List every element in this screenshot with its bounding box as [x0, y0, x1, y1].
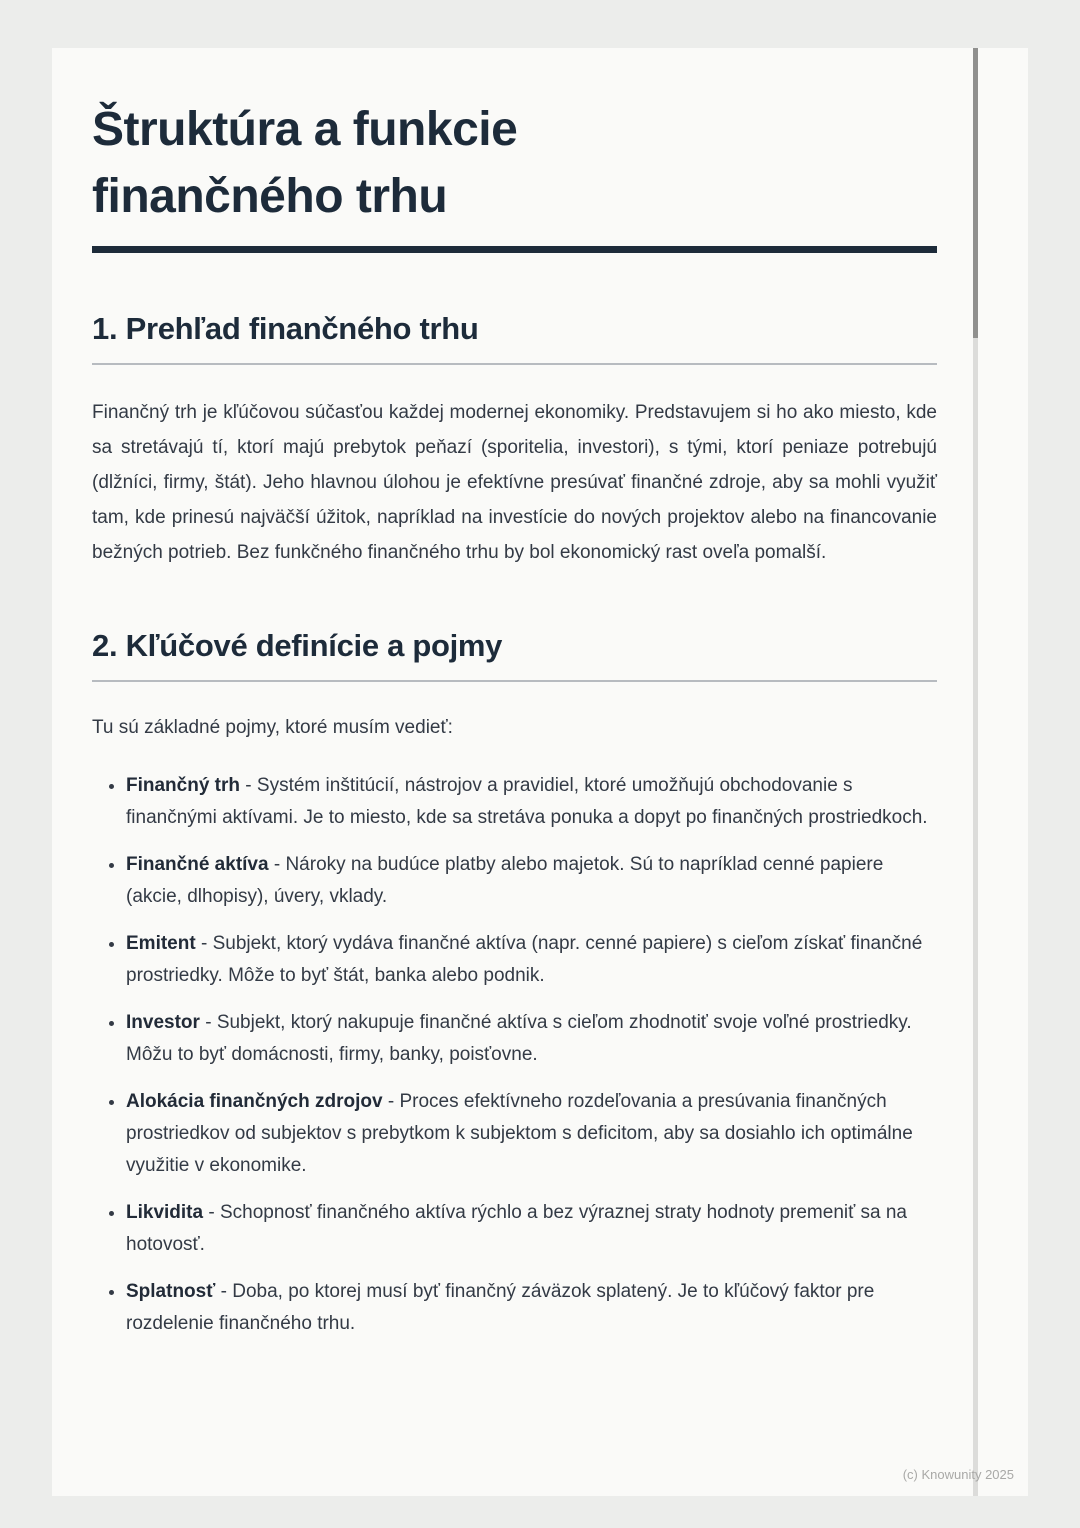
term-separator: - — [268, 854, 286, 875]
term-label: Finančný trh — [126, 775, 241, 796]
term-definition: Proces efektívneho rozdeľovania a presúvania finančných prostriedkov od subjektov s prebytkom k subjektom s deficitom, aby sa dosiahlo ich optimálne využitie v ekonomike. — [126, 1091, 913, 1176]
page-title — [92, 96, 937, 230]
list-item-financne-aktiva — [126, 849, 937, 913]
heading-divider — [92, 363, 937, 365]
page-title-line-1: Štruktúra a funkcie — [92, 103, 518, 156]
list-item-investor — [126, 1007, 937, 1071]
term-label: Emitent — [126, 933, 196, 954]
term-label: Splatnosť — [126, 1281, 216, 1302]
definitions-intro: Tu sú základné pojmy, ktoré musím vedieť: — [92, 717, 453, 738]
term-label: Likvidita — [126, 1202, 204, 1223]
list-item-financny-trh — [126, 770, 937, 834]
section-heading-definitions: 2. Kľúčové definície a pojmy — [92, 628, 503, 663]
term-separator: - — [199, 1012, 217, 1033]
title-divider — [92, 246, 937, 253]
term-separator: - — [203, 1202, 220, 1223]
section-overview — [92, 311, 937, 570]
term-separator: - — [195, 933, 213, 954]
page-content — [92, 96, 937, 1355]
heading-divider — [92, 680, 937, 682]
copyright-watermark: (c) Knowunity 2025 — [902, 1467, 1014, 1482]
term-label: Finančné aktíva — [126, 854, 269, 875]
term-separator: - — [215, 1281, 233, 1302]
term-definition: Subjekt, ktorý vydáva finančné aktíva (napr. cenné papiere) s cieľom získať finančné prostriedky. Môže to byť štát, banka alebo podnik. — [126, 933, 923, 986]
list-item-alokacia — [126, 1086, 937, 1182]
list-item-likvidita — [126, 1197, 937, 1261]
term-definition: Nároky na budúce platby alebo majetok. Sú to napríklad cenné papiere (akcie, dlhopisy), úvery, vklady. — [126, 854, 884, 907]
section-definitions — [92, 628, 937, 1340]
document-page — [52, 48, 1028, 1496]
list-item-emitent — [126, 928, 937, 992]
term-definition: Systém inštitúcií, nástrojov a pravidiel, ktoré umožňujú obchodovanie s finančnými aktívami. Je to miesto, kde sa stretáva ponuka a dopyt po finančných prostriedkoch. — [126, 775, 928, 828]
term-separator: - — [240, 775, 257, 796]
page-title-line-2: finančného trhu — [92, 170, 448, 223]
term-definition: Doba, po ktorej musí byť finančný záväzok splatený. Je to kľúčový faktor pre rozdelenie finančného trhu. — [126, 1281, 875, 1334]
term-definition: Schopnosť finančného aktíva rýchlo a bez výraznej straty hodnoty premeniť sa na hotovosť. — [126, 1202, 907, 1255]
scrollbar-thumb[interactable] — [973, 48, 978, 338]
scrollbar-track[interactable] — [973, 48, 978, 1496]
term-separator: - — [382, 1091, 400, 1112]
list-item-splatnost — [126, 1276, 937, 1340]
section-heading-overview: 1. Prehľad finančného trhu — [92, 311, 479, 346]
term-label: Alokácia finančných zdrojov — [126, 1091, 383, 1112]
term-label: Investor — [126, 1012, 200, 1033]
term-definition: Subjekt, ktorý nakupuje finančné aktíva s cieľom zhodnotiť svoje voľné prostriedky. Môžu to byť domácnosti, firmy, banky, poisťovne. — [126, 1012, 912, 1065]
terms-list — [92, 770, 937, 1340]
overview-paragraph: Finančný trh je kľúčovou súčasťou každej modernej ekonomiky. Predstavujem si ho ako miesto, kde sa stretávajú tí, ktorí majú prebytok peňazí (sporitelia, investori), s tými, ktorí peniaze potrebujú (dlžníci, firmy, štát). Jeho hlavnou úlohou je efektívne presúvať finančné zdroje, aby sa mohli využiť tam, kde prinesú najväčší úžitok, napríklad na investície do nových projektov alebo na financovanie bežných potrieb. Bez funkčného finančného trhu by bol ekonomický rast oveľa pomalší. — [92, 402, 937, 563]
